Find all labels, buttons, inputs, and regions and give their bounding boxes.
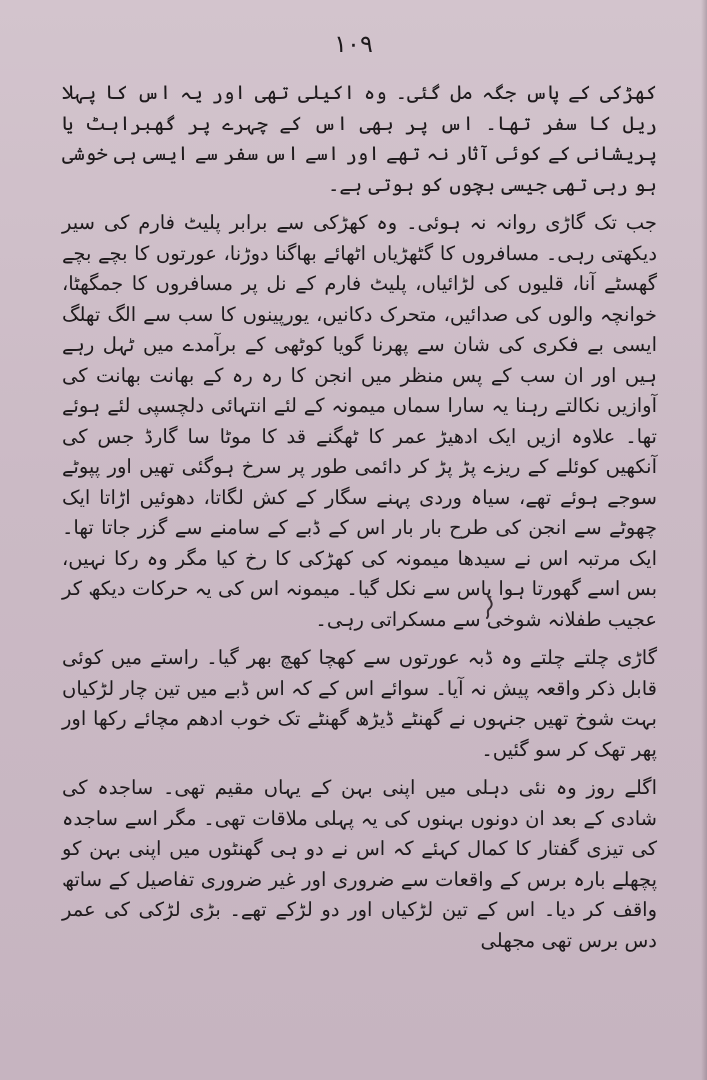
paragraph-4: اگلے روز وہ نئی دہلی میں اپنی بہن کے یہاں مقیم تھی۔ ساجدہ کی شادی کے بعد ان دونوں بہنوں کی یہ پہلی ملاقات تھی۔ مگر اسے ساجدہ کی تیزی گفتار کا کمال کہئے کہ اس نے دو ہی گھنٹوں میں اپنی بہن کو پچھلے بارہ برس کے واقعات سے ضروری اور غیر ضروری تفاصیل کے ساتھ واقف کر دیا۔ اس کے تین لڑکیاں اور دو لڑکے تھے۔ بڑی لڑکی کی عمر دس برس تھی مجھلی	[62, 776, 657, 952]
ink-smudge	[480, 595, 496, 619]
paragraph-3: گاڑی چلتے چلتے وہ ڈبہ عورتوں سے کھچا کھچ بھر گیا۔ راستے میں کوئی قابل ذکر واقعہ پیش نہ آیا۔ سوائے اس کے کہ اس ڈبے میں تین چار لڑکیاں بہت شوخ تھیں جنہوں نے گھنٹے ڈیڑھ گھنٹے تک خوب ادھم مچائے رکھا اور پھر تھک کر سو گئیں۔	[62, 646, 657, 761]
page-number: ۱۰۹	[334, 30, 373, 58]
paragraph-1: کھڑکی کے پاس جگہ مل گئی۔ وہ اکیلی تھی اور یہ اس کا پہلا ریل کا سفر تھا۔ اس پر بھی اس کے چہرے پر گھبراہٹ یا پریشانی کے کوئی آثار نہ تھے اور اسے اس سفر سے ایسی ہی خوشی ہو رہی تھی جیسی بچوں کو ہوتی ہے۔	[62, 81, 657, 196]
paragraph-2: جب تک گاڑی روانہ نہ ہوئی۔ وہ کھڑکی سے برابر پلیٹ فارم کی سیر دیکھتی رہی۔ مسافروں کا گٹھڑیاں اٹھائے بھاگنا دوڑنا، عورتوں کا بچے بچے گھسٹے آنا، قلیوں کی لڑائیاں، پلیٹ فارم کے نل پر مسافروں کا جمگھٹا، خوانچہ والوں کی صدائیں، متحرک دکانیں، یورپینوں کا سب سے الگ تھلگ ایسی بے فکری کی شان سے پھرنا گویا کوٹھی کے برآمدے میں ٹہل رہے ہیں اور ان سب کے پس منظر میں انجن کا رہ رہ کے بھانت بھانت کی آوازیں نکالتے رہنا یہ سارا سماں میمونہ کے لئے انتہائی دلچسپی لئے ہوئے تھا۔ علاوہ ازیں ایک ادھیڑ عمر کا ٹھگنے قد کا موٹا سا گارڈ جس کی آنکھیں کوئلے کے ریزے پڑ پڑ کر دائمی طور پر سرخ ہوگئی تھیں اور پپوٹے سوجے ہوئے تھے، سیاہ وردی پہنے سگار کے کش لگاتا، دھوئیں اڑاتا ایک چھوٹے سے انجن کی طرح بار بار اس کے ڈبے کے سامنے سے گزر جاتا تھا۔ ایک مرتبہ اس نے سیدھا میمونہ کی کھڑکی کا رخ کیا مگر وہ رکا نہیں، بس اسے گھورتا ہوا پاس سے نکل گیا۔ میمونہ اس کی یہ حرکات دیکھ کر عجیب طفلانہ شوخی سے مسکراتی رہی۔	[62, 211, 657, 631]
page-edge-shadow	[701, 0, 707, 1080]
page-body-text	[62, 78, 657, 964]
